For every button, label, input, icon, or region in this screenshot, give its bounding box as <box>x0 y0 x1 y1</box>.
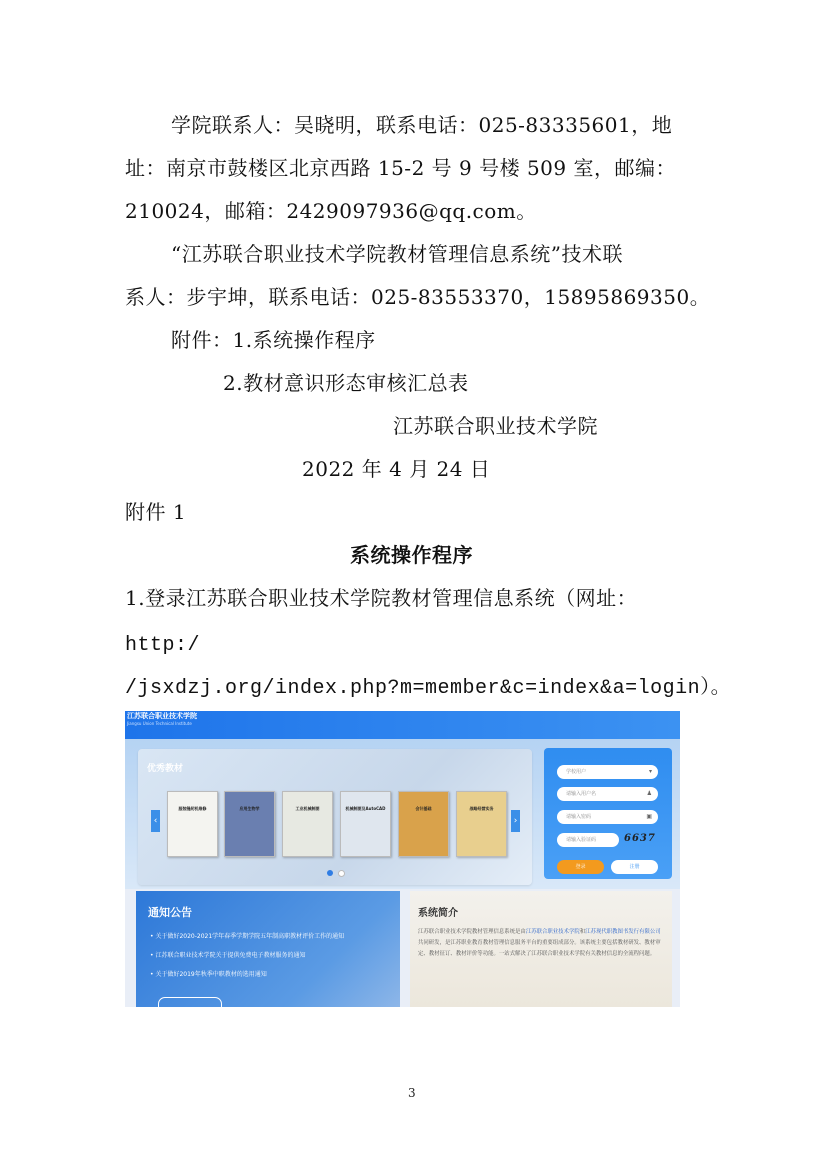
carousel-title: 优秀教材 <box>147 764 184 774</box>
user-icon: ♟ <box>646 790 652 797</box>
intro-text-part: 江苏联合职业技术学院教材管理信息系统是由 <box>418 929 526 935</box>
user-type-select[interactable] <box>557 765 658 779</box>
register-button[interactable]: 注册 <box>611 860 658 874</box>
book-title: 应用生物学 <box>239 806 260 811</box>
site-logo: 江苏联合职业技术学院 <box>127 712 197 720</box>
password-placeholder: 请输入密码 <box>566 814 592 820</box>
tech-contact-line-2: 系人：步宇坤，联系电话：025-83553370，15895869350。 <box>125 285 711 309</box>
captcha-input[interactable] <box>557 833 619 847</box>
intro-text <box>418 927 666 960</box>
chevron-down-icon: ▾ <box>648 768 652 775</box>
book-cover[interactable] <box>224 791 275 857</box>
book-title: 服装缝纫机维修 <box>178 806 207 811</box>
book-title: 战略经营实务 <box>469 806 494 811</box>
username-placeholder: 请输入用户名 <box>566 791 597 797</box>
notice-panel <box>136 891 400 1007</box>
notice-item[interactable]: • 江苏联合职业技术学院关于提供免费电子教材服务的通知 <box>150 952 306 959</box>
login-panel <box>544 748 672 879</box>
step-1-line-1: 1.登录江苏联合职业技术学院教材管理信息系统（网址： <box>125 586 638 610</box>
step-1-url-part-2: /jsxdzj.org/index.php?m=member&c=index&a=login）。 <box>125 677 732 700</box>
carousel-dot-active[interactable] <box>327 870 333 876</box>
notice-item[interactable]: • 关于做好2020-2021学年春季学期学院五年制高职教材评价工作的通知 <box>150 933 345 940</box>
notice-title: 通知公告 <box>148 906 192 919</box>
lock-icon: ▣ <box>646 813 652 820</box>
book-cover[interactable] <box>282 791 333 857</box>
login-button[interactable]: 登录 <box>557 860 604 874</box>
page-number: 3 <box>408 1086 416 1100</box>
attachment-1: 附件：1.系统操作程序 <box>171 328 376 352</box>
site-logo-subtitle: Jiangsu Union Technical Institute <box>127 721 192 726</box>
contact-line-1: 学院联系人：吴晓明，联系电话：025-83335601，地 <box>171 113 673 137</box>
step-1-url-part-1: http:/ <box>125 634 201 657</box>
book-cover[interactable] <box>340 791 391 857</box>
carousel-dot[interactable] <box>338 870 345 877</box>
notice-item-text: 关于做好2020-2021学年春季学期学院五年制高职教材评价工作的通知 <box>155 933 345 940</box>
book-cover[interactable] <box>398 791 449 857</box>
intro-text-part: 和 <box>579 929 586 935</box>
captcha-placeholder: 请输入验证码 <box>566 837 597 843</box>
contact-line-2: 址：南京市鼓楼区北京西路 15-2 号 9 号楼 509 室，邮编： <box>125 156 676 180</box>
book-title: 机械制图及AutoCAD <box>345 806 386 811</box>
site-header <box>125 711 680 739</box>
username-input[interactable] <box>557 787 658 801</box>
signature: 江苏联合职业技术学院 <box>393 414 598 438</box>
contact-line-3: 210024，邮箱：2429097936@qq.com。 <box>125 199 537 223</box>
attachment-2: 2.教材意识形态审核汇总表 <box>223 371 469 395</box>
login-page-screenshot <box>125 711 680 1007</box>
password-input[interactable] <box>557 810 658 824</box>
captcha-image[interactable]: 6637 <box>624 833 656 844</box>
carousel-next-button[interactable]: › <box>511 810 520 832</box>
intro-link-publisher[interactable]: 江苏现代职教图书发行有限公司 <box>585 929 661 935</box>
featured-textbooks-carousel <box>138 749 532 885</box>
intro-text-part: 共同研发，是江苏职业教育教材管理信息服务平台的重要组成部分。该系统主要包括教材研发、教材审定、教材征订、教材评价等功能。一站式解决了江苏联合职业技术学院有关教材信息的全流程问题。 <box>418 940 661 957</box>
book-title: 会计基础 <box>415 806 432 811</box>
book-cover[interactable] <box>456 791 507 857</box>
more-notices-button[interactable] <box>158 997 222 1007</box>
carousel-prev-button[interactable]: ‹ <box>151 810 160 832</box>
tech-contact-line-1: “江苏联合职业技术学院教材管理信息系统”技术联 <box>171 242 623 266</box>
book-cover[interactable] <box>167 791 218 857</box>
intro-link-college[interactable]: 江苏联合职业技术学院 <box>525 929 580 935</box>
appendix-label: 附件 1 <box>125 500 187 524</box>
notice-item-text: 关于做好2019年秋季中职教材的选用通知 <box>155 971 267 978</box>
book-title: 工业机械制图 <box>295 806 320 811</box>
notice-item[interactable]: • 关于做好2019年秋季中职教材的选用通知 <box>150 971 267 978</box>
date: 2022 年 4 月 24 日 <box>302 457 491 481</box>
user-type-value: 学校用户 <box>566 769 587 775</box>
system-intro-panel <box>410 891 672 1007</box>
intro-title: 系统简介 <box>418 908 458 919</box>
section-title: 系统操作程序 <box>350 543 473 567</box>
notice-item-text: 江苏联合职业技术学院关于提供免费电子教材服务的通知 <box>155 952 306 959</box>
